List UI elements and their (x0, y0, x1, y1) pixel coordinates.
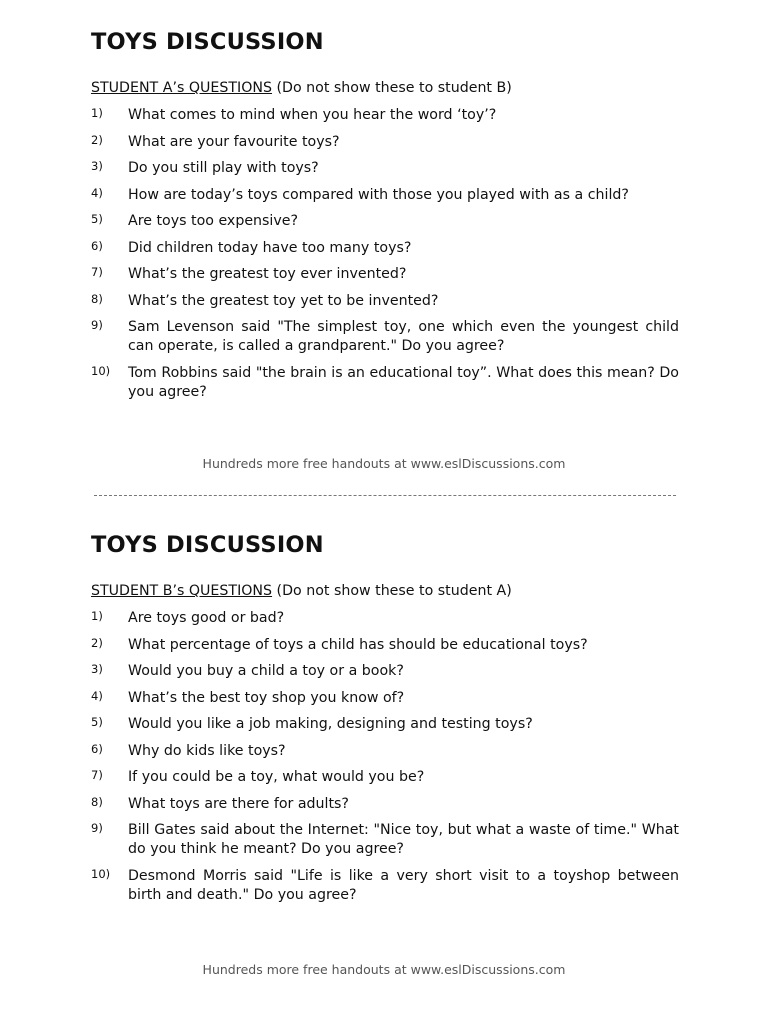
question-item (91, 265, 679, 284)
footer-credit: Hundreds more free handouts at www.eslDiscussions.com (202, 962, 566, 977)
question-item (91, 212, 679, 231)
question-text: Why do kids like toys? (128, 742, 286, 759)
question-number: 5) (91, 715, 103, 729)
section-subtitle (91, 79, 679, 97)
question-number: 3) (91, 662, 103, 676)
question-item (91, 715, 679, 734)
question-number: 10) (91, 363, 111, 378)
question-item (91, 318, 679, 356)
page-title: TOYS DISCUSSION (91, 532, 324, 558)
question-number: 2) (91, 132, 103, 147)
question-item (91, 133, 679, 152)
question-item (91, 795, 679, 814)
question-text: Desmond Morris said "Life is like a very short visit to a toyshop between birth and death." Do you agree? (128, 867, 679, 903)
question-number: 6) (91, 741, 103, 756)
question-list (91, 106, 679, 402)
question-text: Are toys too expensive? (128, 213, 299, 229)
question-number: 2) (91, 635, 103, 650)
question-number: 1) (91, 609, 103, 623)
student-a-section (91, 28, 679, 409)
section-note: (Do not show these to student B) (272, 80, 512, 96)
question-item (91, 662, 679, 681)
question-item (91, 186, 679, 205)
question-number: 9) (91, 821, 103, 835)
question-text: What’s the greatest toy ever invented? (128, 266, 407, 282)
cut-line-divider (94, 495, 676, 496)
question-item (91, 106, 679, 125)
question-item (91, 742, 679, 761)
page-title: TOYS DISCUSSION (91, 29, 324, 55)
question-item (91, 364, 679, 402)
question-number: 4) (91, 185, 103, 200)
question-text: If you could be a toy, what would you be? (128, 769, 425, 785)
question-text: Tom Robbins said "the brain is an educational toy”. What does this mean? Do you agree? (128, 364, 679, 400)
student-label: STUDENT A’s QUESTIONS (91, 80, 273, 96)
question-number: 7) (91, 265, 103, 279)
question-number: 3) (91, 159, 103, 173)
section-note: (Do not show these to student A) (272, 583, 512, 599)
question-item (91, 159, 679, 178)
question-number: 7) (91, 768, 103, 782)
student-b-section (91, 531, 679, 912)
question-text: Bill Gates said about the Internet: "Nice toy, but what a waste of time." What do you think he meant? Do you agree? (128, 822, 679, 857)
footer-credit: Hundreds more free handouts at www.eslDiscussions.com (202, 456, 566, 471)
question-text: Did children today have too many toys? (128, 239, 412, 256)
question-number: 8) (91, 291, 103, 306)
question-text: Sam Levenson said "The simplest toy, one which even the youngest child can operate, is called a grandparent." Do you agree? (128, 319, 679, 354)
question-number: 4) (91, 688, 103, 703)
question-item (91, 292, 679, 311)
question-text: What comes to mind when you hear the word ‘toy’? (128, 107, 497, 123)
question-text: Do you still play with toys? (128, 160, 319, 176)
question-number: 5) (91, 212, 103, 226)
question-text: Would you buy a child a toy or a book? (128, 663, 404, 679)
question-item (91, 768, 679, 787)
question-list (91, 609, 679, 905)
question-item (91, 239, 679, 258)
question-item (91, 867, 679, 905)
question-text: What’s the best toy shop you know of? (128, 689, 405, 706)
question-text: What toys are there for adults? (128, 795, 349, 812)
question-number: 10) (91, 866, 111, 881)
question-text: What’s the greatest toy yet to be invented? (128, 292, 439, 309)
question-number: 8) (91, 794, 103, 809)
question-number: 9) (91, 318, 103, 332)
student-label: STUDENT B’s QUESTIONS (91, 583, 273, 599)
question-number: 6) (91, 238, 103, 253)
question-text: What are your favourite toys? (128, 133, 340, 150)
question-item (91, 636, 679, 655)
question-item (91, 821, 679, 859)
question-item (91, 689, 679, 708)
question-text: What percentage of toys a child has should be educational toys? (128, 636, 588, 653)
section-subtitle (91, 582, 679, 600)
question-text: Are toys good or bad? (128, 610, 285, 626)
question-text: How are today’s toys compared with those you played with as a child? (128, 186, 629, 203)
question-item (91, 609, 679, 628)
question-text: Would you like a job making, designing and testing toys? (128, 716, 533, 732)
question-number: 1) (91, 106, 103, 120)
